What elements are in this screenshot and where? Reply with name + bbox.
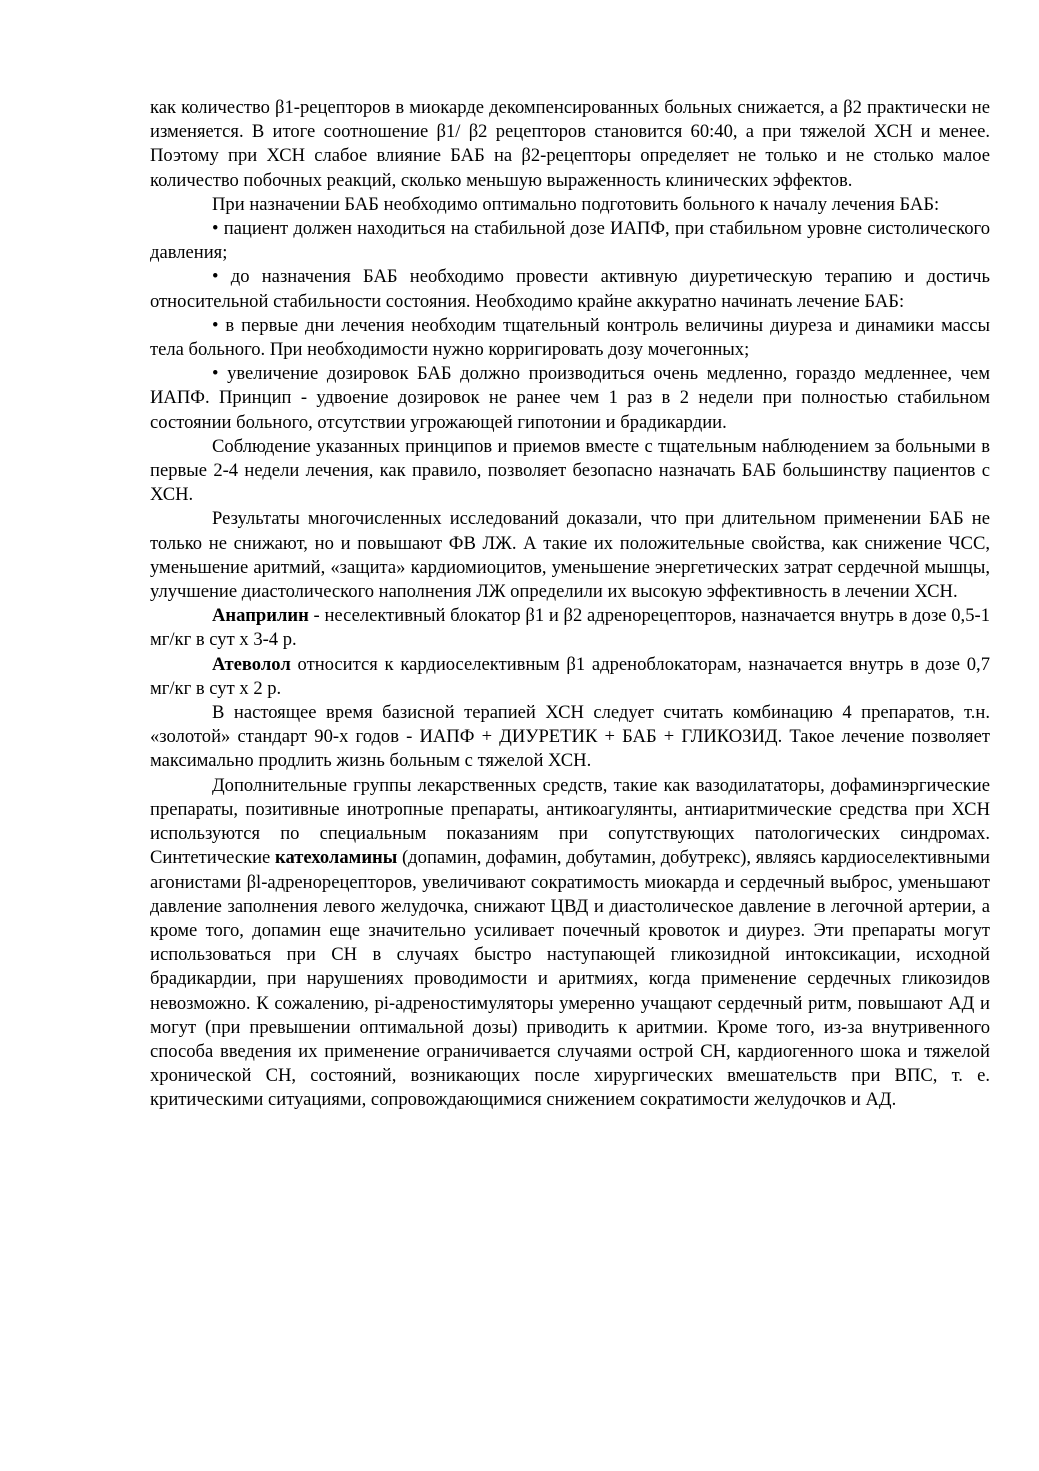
- paragraph-1: как количество β1-рецепторов в миокарде декомпенсированных больных снижается, а β2 практически не изменяется. В итоге соотношение β1/ β2 рецепторов становится 60:40, а при тяжелой ХСН и менее. Поэтому при ХСН слабое влияние БАБ на β2-рецепторы определяет не только и не столько малое количество побочных реакций, сколько меньшую выраженность клинических эффектов.: [150, 97, 990, 191]
- bullet-3: • в первые дни лечения необходим тщательный контроль величины диуреза и динамики массы тела больного. При необходимости нужно корригировать дозу мочегонных;: [150, 314, 990, 361]
- paragraph-2: При назначении БАБ необходимо оптимально подготовить больного к началу лечения БАБ:: [212, 193, 940, 215]
- additional-drugs-text-b: (допамин, дофамин, добутамин, добутрекс), являясь кардиоселективными агонистами βl-адренорецепторов, увеличивают сократимость миокарда и сердечный выброс, уменьшают давление заполнения левого желудочка, снижают ЦВД и диастолическое давление в легочной артерии, а кроме того, допамин еще значительно усиливает почечный кровоток и диурез. Эти препараты могут использоваться при СН в случаях быстро наступающей гликозидной интоксикации, исходной брадикардии, при нарушениях проводимости и аритмиях, когда применение сердечных гликозидов невозможно. К сожалению, рі-адреностимуляторы умеренно учащают сердечный ритм, повышают АД и могут (при превышении оптимальной дозы) приводить к аритмии. Кроме того, из-за внутривенного способа введения их применение ограничивается случаями острой СН, кардиогенного шока и тяжелой хронической СН, состояний, возникающих после хирургических вмешательств при ВПС, т. е. критическими ситуациями, сопровождающимися снижением сократимости желудочков и АД.: [150, 847, 990, 1111]
- paragraph-anaprilin: [150, 604, 990, 652]
- additional-drugs-text-a: Дополнительные группы лекарственных средств, такие как вазодилататоры, дофаминэргические препараты, позитивные инотропные препараты, антикоагулянты, антиаритмические средства при ХСН используются по специальным показаниям при сопутствующих патологических синдромах. Синтетические: [150, 774, 990, 869]
- anaprilin-description: - неселективный блокатор β1 и β2 адренорецепторов, назначается внутрь в дозе 0,5-1 мг/кг в сут х 3-4 р.: [150, 605, 990, 651]
- drug-name-anaprilin: Анаприлин: [212, 605, 309, 627]
- paragraph-additional-drugs: [150, 774, 990, 1113]
- paragraph-basic-therapy: В настоящее время базисной терапией ХСН следует считать комбинацию 4 препаратов, т.н. «золотой» стандарт 90-х годов - ИАПФ + ДИУРЕТИК + БАБ + ГЛИКОЗИД. Такое лечение позволяет максимально продлить жизнь больным с тяжелой ХСН.: [150, 702, 990, 772]
- catecholamines-term: катехоламины: [275, 847, 398, 869]
- paragraph-4: Результаты многочисленных исследований доказали, что при длительном применении БАБ не только не снижают, но и повышают ФВ ЛЖ. А такие их положительные свойства, как снижение ЧСС, уменьшение аритмий, «защита» кардиомиоцитов, уменьшение энергетических затрат сердечной мышцы, улучшение диастолического наполнения ЛЖ определили их высокую эффективность в лечении ХСН.: [150, 508, 990, 603]
- drug-name-atevolol: Атеволол: [212, 653, 291, 675]
- paragraph-atevolol: [150, 653, 990, 701]
- document-page: [150, 96, 990, 1113]
- bullet-2: • до назначения БАБ необходимо провести активную диуретическую терапию и достичь относительной стабильности состояния. Необходимо крайне аккуратно начинать лечение БАБ:: [150, 266, 990, 312]
- paragraph-3: Соблюдение указанных принципов и приемов вместе с тщательным наблюдением за больными в первые 2-4 недели лечения, как правило, позволяет безопасно назначать БАБ большинству пациентов с ХСН.: [150, 435, 990, 506]
- bullet-1: • пациент должен находиться на стабильной дозе ИАПФ, при стабильном уровне систолического давления;: [150, 218, 990, 264]
- atevolol-description: относится к кардиоселективным β1 адреноблокаторам, назначается внутрь в дозе 0,7 мг/кг в сут х 2 р.: [150, 653, 990, 699]
- bullet-4: • увеличение дозировок БАБ должно производиться очень медленно, гораздо медленнее, чем ИАПФ. Принцип - удвоение дозировок не ранее чем 1 раз в 2 недели при полностью стабильном состоянии больного, отсутствии угрожающей гипотонии и брадикардии.: [150, 363, 990, 433]
